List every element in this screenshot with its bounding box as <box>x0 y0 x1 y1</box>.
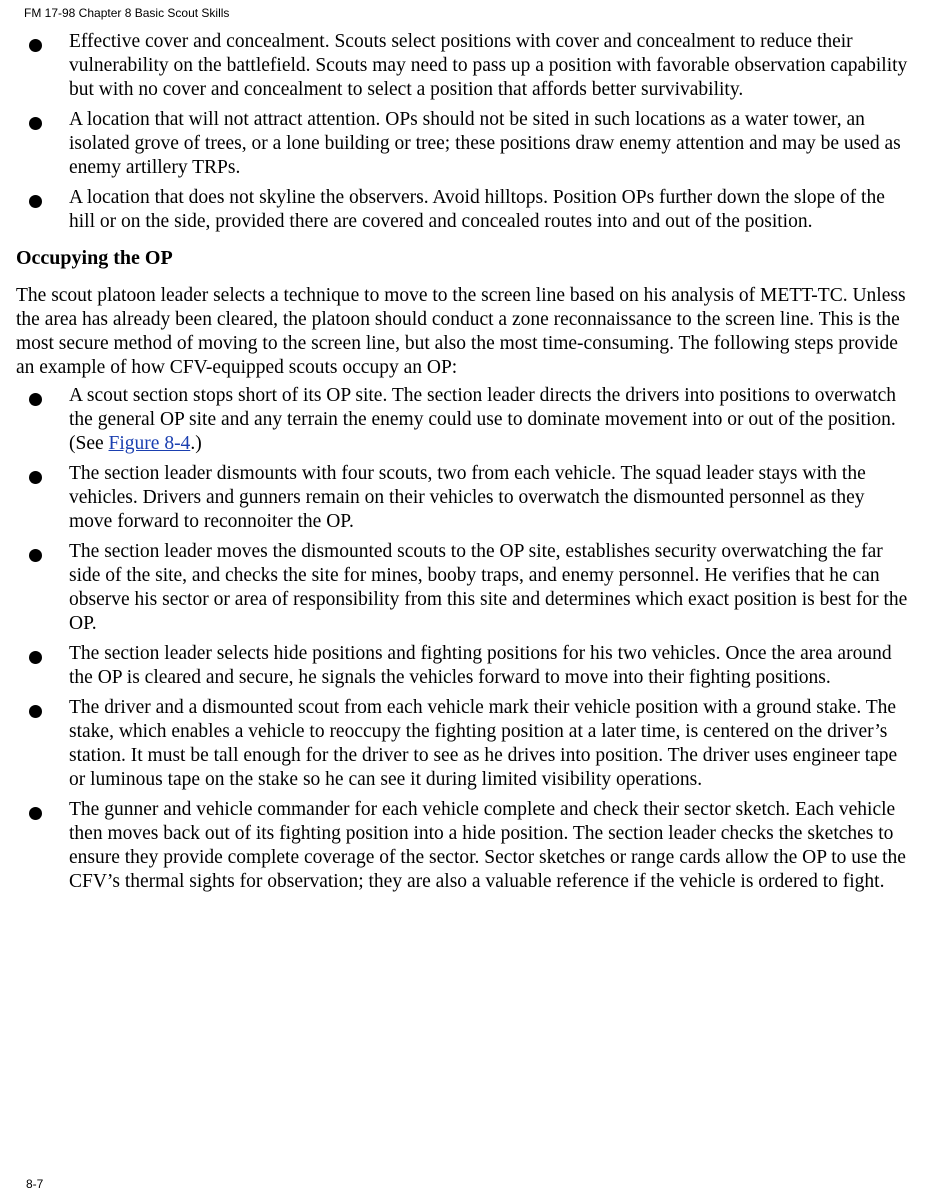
list-item-text-suffix: .) <box>190 433 202 454</box>
figure-8-4-link[interactable]: Figure 8-4 <box>108 433 191 454</box>
list-item-text: The driver and a dismounted scout from each vehicle mark their vehicle position with a ground stake. The stake, which enables a vehicle to reoccupy the fighting position at a later time, is centered on the driver’s station. It must be tall enough for the driver to see as he drives into position. The driver uses engineer tape or luminous tape on the stake so he can see it during limited visibility operations. <box>69 697 898 790</box>
list-item-text: A location that will not attract attention. OPs should not be sited in such locations as a water tower, an isolated grove of trees, or a lone building or tree; these positions draw enemy attention and may be used as enemy artillery TRPs. <box>69 109 901 178</box>
list-item <box>16 540 912 636</box>
list-item <box>16 642 912 690</box>
section-intro-paragraph: The scout platoon leader selects a technique to move to the screen line based on his analysis of METT-TC. Unless the area has already been cleared, the platoon should conduct a zone reconnaissance to the screen line. This is the most secure method of moving to the screen line, but also the most time-consuming. The following steps provide an example of how CFV-equipped scouts occupy an OP: <box>16 285 906 378</box>
list-item-text: The section leader moves the dismounted scouts to the OP site, establishes security overwatching the far side of the site, and checks the site for mines, booby traps, and enemy personnel. He verifies that he can observe his sector or area of responsibility from this site and determines which exact position is best for the OP. <box>69 541 908 634</box>
list-item <box>16 186 912 234</box>
list-item <box>16 798 912 894</box>
list-item-text: The section leader dismounts with four scouts, two from each vehicle. The squad leader stays with the vehicles. Drivers and gunners remain on their vehicles to overwatch the dismounted personnel as they move forward to reconnoiter the OP. <box>69 463 866 532</box>
list-item-text: The section leader selects hide positions and fighting positions for his two vehicles. Once the area around the OP is cleared and secure, he signals the vehicles forward to move into their fighting positions. <box>69 643 892 688</box>
list-item <box>16 462 912 534</box>
occupation-steps-list <box>16 384 912 894</box>
running-header: FM 17-98 Chapter 8 Basic Scout Skills <box>24 6 230 20</box>
bullet-icon <box>29 549 42 562</box>
bullet-icon <box>29 195 42 208</box>
op-site-criteria-list <box>16 30 912 234</box>
list-item <box>16 696 912 792</box>
bullet-icon <box>29 39 42 52</box>
bullet-icon <box>29 471 42 484</box>
bullet-icon <box>29 393 42 406</box>
bullet-icon <box>29 651 42 664</box>
list-item <box>16 384 912 456</box>
list-item-text: A location that does not skyline the observers. Avoid hilltops. Position OPs further down the slope of the hill or on the side, provided there are covered and concealed routes into and out of the position. <box>69 187 885 232</box>
list-item-text: Effective cover and concealment. Scouts select positions with cover and concealment to reduce their vulnerability on the battlefield. Scouts may need to pass up a position with favorable observation capability but with no cover and concealment to select a position that affords better survivability. <box>69 31 908 100</box>
bullet-icon <box>29 807 42 820</box>
list-item-text: A scout section stops short of its OP site. The section leader directs the drivers into positions to overwatch the general OP site and any terrain the enemy could use to dominate movement into or out of the position. (See <box>69 385 896 454</box>
bullet-icon <box>29 117 42 130</box>
list-item <box>16 108 912 180</box>
bullet-icon <box>29 705 42 718</box>
page-number: 8-7 <box>26 1177 44 1191</box>
list-item <box>16 30 912 102</box>
section-heading: Occupying the OP <box>16 247 173 269</box>
document-body <box>16 30 912 900</box>
list-item-text: The gunner and vehicle commander for each vehicle complete and check their sector sketch. Each vehicle then moves back out of its fighting position into a hide position. The section leader checks the sketches to ensure they provide complete coverage of the sector. Sector sketches or range cards allow the OP to use the CFV’s thermal sights for observation; they are also a valuable reference if the vehicle is ordered to fight. <box>69 799 906 892</box>
